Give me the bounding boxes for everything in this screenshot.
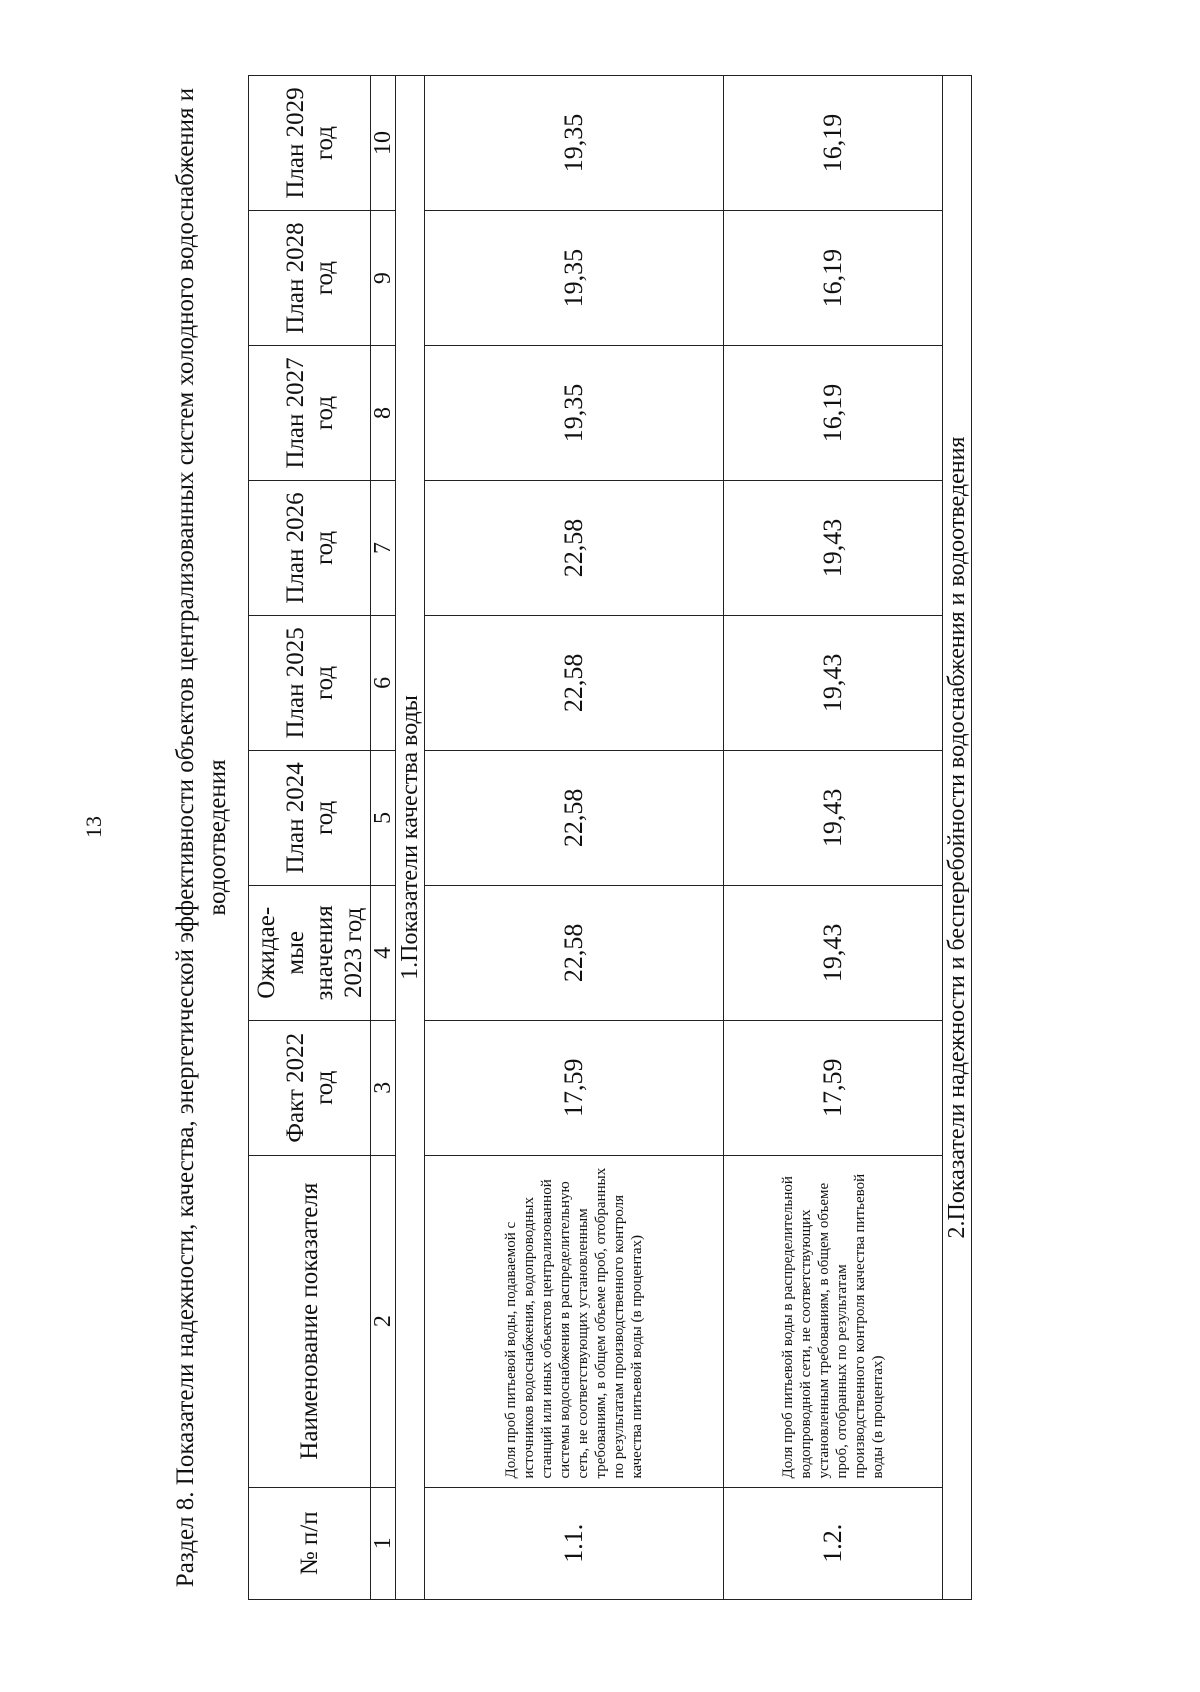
col-header-expected-2023: Ожидае-мые значения 2023 год bbox=[249, 885, 371, 1020]
row-number: 1.1. bbox=[425, 1487, 724, 1599]
section-row bbox=[396, 76, 425, 1600]
value-cell: 17,59 bbox=[425, 1020, 724, 1155]
column-number: 2 bbox=[371, 1155, 396, 1487]
col-header-plan-2027: План 2027 год bbox=[249, 346, 371, 481]
value-cell: 22,58 bbox=[425, 480, 724, 615]
page-number: 13 bbox=[81, 816, 106, 838]
col-header-fact-2022: Факт 2022 год bbox=[249, 1020, 371, 1155]
value-cell: 19,43 bbox=[724, 885, 943, 1020]
value-cell: 22,58 bbox=[425, 615, 724, 750]
row-number: 1.2. bbox=[724, 1487, 943, 1599]
column-number: 4 bbox=[371, 885, 396, 1020]
column-number: 9 bbox=[371, 211, 396, 346]
col-header-number: № п/п bbox=[249, 1487, 371, 1599]
value-cell: 19,35 bbox=[425, 346, 724, 481]
column-number: 7 bbox=[371, 480, 396, 615]
value-cell: 19,35 bbox=[425, 211, 724, 346]
column-number: 10 bbox=[371, 76, 396, 211]
value-cell: 19,43 bbox=[724, 615, 943, 750]
value-cell: 19,43 bbox=[724, 480, 943, 615]
section-row bbox=[943, 76, 972, 1600]
value-cell: 17,59 bbox=[724, 1020, 943, 1155]
value-cell: 16,19 bbox=[724, 211, 943, 346]
column-number: 1 bbox=[371, 1487, 396, 1599]
column-number: 8 bbox=[371, 346, 396, 481]
section-title: 1.Показатели качества воды bbox=[396, 76, 425, 1600]
col-header-plan-2028: План 2028 год bbox=[249, 211, 371, 346]
value-cell: 22,58 bbox=[425, 885, 724, 1020]
value-cell: 19,43 bbox=[724, 750, 943, 885]
value-cell: 16,19 bbox=[724, 76, 943, 211]
value-cell: 16,19 bbox=[724, 346, 943, 481]
col-header-plan-2029: План 2029 год bbox=[249, 76, 371, 211]
column-number: 3 bbox=[371, 1020, 396, 1155]
section-title: 2.Показатели надежности и бесперебойности водоснабжения и водоотведения bbox=[943, 76, 972, 1600]
column-number: 5 bbox=[371, 750, 396, 885]
value-cell: 22,58 bbox=[425, 750, 724, 885]
document-title: Раздел 8. Показатели надежности, качества, энергетической эффективности объектов централизованных систем холодного водоснабжения и водоотведения bbox=[172, 87, 231, 1588]
col-header-plan-2025: План 2025 год bbox=[249, 615, 371, 750]
col-header-plan-2024: План 2024 год bbox=[249, 750, 371, 885]
rotated-page-content bbox=[170, 75, 1045, 1600]
column-number-row bbox=[371, 76, 396, 1600]
table-row bbox=[724, 76, 943, 1600]
table-row bbox=[425, 76, 724, 1600]
header-row bbox=[249, 76, 371, 1600]
col-header-name: Наименование показателя bbox=[249, 1155, 371, 1487]
indicator-name: Доля проб питьевой воды, подаваемой с источников водоснабжения, водопроводных станций или иных объектов централизованной системы водоснабжения в распределительную сеть, не соответствующих установленным требованиям, в общем объеме проб, отобранных по результатам производственного контроля качества питьевой воды (в процентах) bbox=[425, 1155, 724, 1487]
value-cell: 19,35 bbox=[425, 76, 724, 211]
indicators-table bbox=[248, 75, 972, 1600]
col-header-plan-2026: План 2026 год bbox=[249, 480, 371, 615]
indicator-name: Доля проб питьевой воды в распределительной водопроводной сети, не соответствующих установленным требованиям, в общем объеме проб, отобранных по результатам производственного контроля качества питьевой воды (в процентах) bbox=[724, 1155, 943, 1487]
column-number: 6 bbox=[371, 615, 396, 750]
